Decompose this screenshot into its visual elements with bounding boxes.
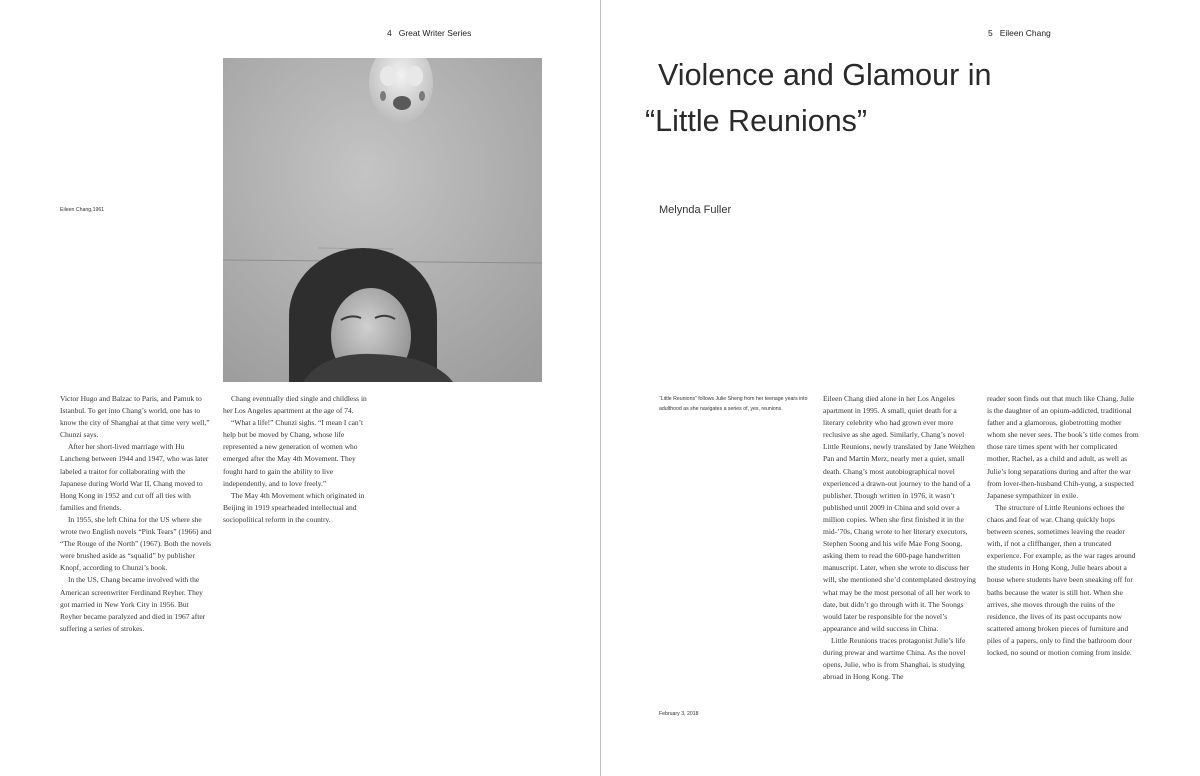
paragraph: After her short-lived marriage with Hu Lancheng between 1944 and 1947, who was later labeled a traitor for collaborating with the Japanese during World War II, Chang moved to Hong Kong in 1952 and cut off all ties with families and friends. <box>60 442 209 512</box>
article-title-line-2: “Little Reunions” <box>645 104 868 138</box>
left-series-title: Great Writer Series <box>398 28 472 38</box>
portrait-photo-illustration <box>223 58 542 382</box>
left-running-head <box>387 28 471 38</box>
paragraph: The structure of Little Reunions echoes the chaos and fear of war. Chang quickly hops between scenes, sometimes leaving the reader with, if not a cliffhanger, then a truncated experience. For example, as the war rages around the students in Hong Kong, Julie hears about a house where students have been sneaking off for baths because the water is still hot. When she arrives, she moves through the ruins of the residence, the lives of its past occupants now scattered among broken pieces of furniture and piles of a papers, only to find the bathroom door locked, no sound or motion coming from inside. <box>987 502 1136 657</box>
paragraph: Eileen Chang died alone in her Los Angeles apartment in 1995. A small, quiet death for a literary celebrity who had grown ever more reclusive as she aged. Similarly, Chang’s novel Little Reunions, newly translated by Jane Weizhen Pan and Martin Merz, nearly met a quiet, small death. Chang’s most autobiographical novel experienced a drawn-out journey to the hand of a publisher. Though written in 1976, it wasn’t published until 2009 in China and sold over a million copies. When she first finished it in the mid-’70s, Chang wrote to her literary executors, Stephen Soong and his wife Mae Fong Soong, asking them to read the 600-page handwritten manuscript. Later, when she wrote to discuss her will, she mentioned she’d contemplated destroying what may be the most personal of all her work to date, but didn’t go through with it. The Soongs would later be responsible for the novel’s appearance and wild success in China. <box>823 394 976 633</box>
right-running-head <box>988 28 1051 38</box>
paragraph: “What a life!” Chunzi sighs. “I mean I can’t help but be moved by Chang, whose life represented a new generation of women who emerged after the May 4th Movement. They fought hard to gain the ability to live independently, and to love freely.” <box>223 418 364 488</box>
left-body-column-2 <box>223 393 375 526</box>
paragraph: reader soon finds out that much like Chang, Julie is the daughter of an opium-addicted, traditional father and a glamorous, globetrotting mother whom she never sees. The book’s title comes from those rare times spent with her complicated mother, Rachel, as a child and adult, as well as Julie’s long separations during and after the war from lover-then-husband Chih-yung, a suspected Japanese sympathizer in exile. <box>987 394 1139 500</box>
right-section-title: Eileen Chang <box>999 28 1051 38</box>
right-page <box>601 0 1200 776</box>
portrait-photo <box>223 58 542 382</box>
right-body-column-1 <box>823 393 976 683</box>
paragraph: Chang eventually died single and childless in her Los Angeles apartment at the age of 74. <box>223 394 367 416</box>
left-body-column-1 <box>60 393 212 635</box>
article-title <box>645 52 1115 144</box>
paragraph: Little Reunions traces protagonist Julie’s life during prewar and wartime China. As the novel opens, Julie, who is from Shanghai, is studying abroad in Hong Kong. The <box>823 635 966 682</box>
article-title-line-1: Violence and Glamour in <box>658 58 992 92</box>
paragraph: In the US, Chang became involved with the American screenwriter Ferdinand Reyher. They got married in New York City in 1956. But Reyher became paralyzed and died in 1967 after suffering a series of strokes. <box>60 575 206 633</box>
right-body-column-2 <box>987 393 1141 659</box>
paragraph: Victor Hugo and Balzac to Paris, and Pamuk to Istanbul. To get into Chang’s world, one has to know the city of Shanghai at that time very well,” Chunzi says. <box>60 394 210 440</box>
left-page-number: 4 <box>387 28 392 38</box>
side-caption: “Little Reunions” follows Julie Sheng from her teenage years into adulthood as she navigates a series of, yes, reunions. <box>659 396 808 412</box>
photo-caption: Eileen Chang,1961 <box>60 207 105 213</box>
paragraph: In 1955, she left China for the US where she wrote two English novels “Pink Tears” (1966) and “The Rouge of the North” (1967). Both the novels were brushed aside as “squalid” by publisher Knopf, according to Chunzi’s book. <box>60 514 212 573</box>
paragraph: The May 4th Movement which originated in Beijing in 1919 spearheaded intellectual and sociopolitical reform in the country. <box>223 490 365 524</box>
right-page-number: 5 <box>988 28 993 38</box>
publication-date: February 3, 2018 <box>659 711 699 717</box>
author-byline: Melynda Fuller <box>659 204 732 216</box>
